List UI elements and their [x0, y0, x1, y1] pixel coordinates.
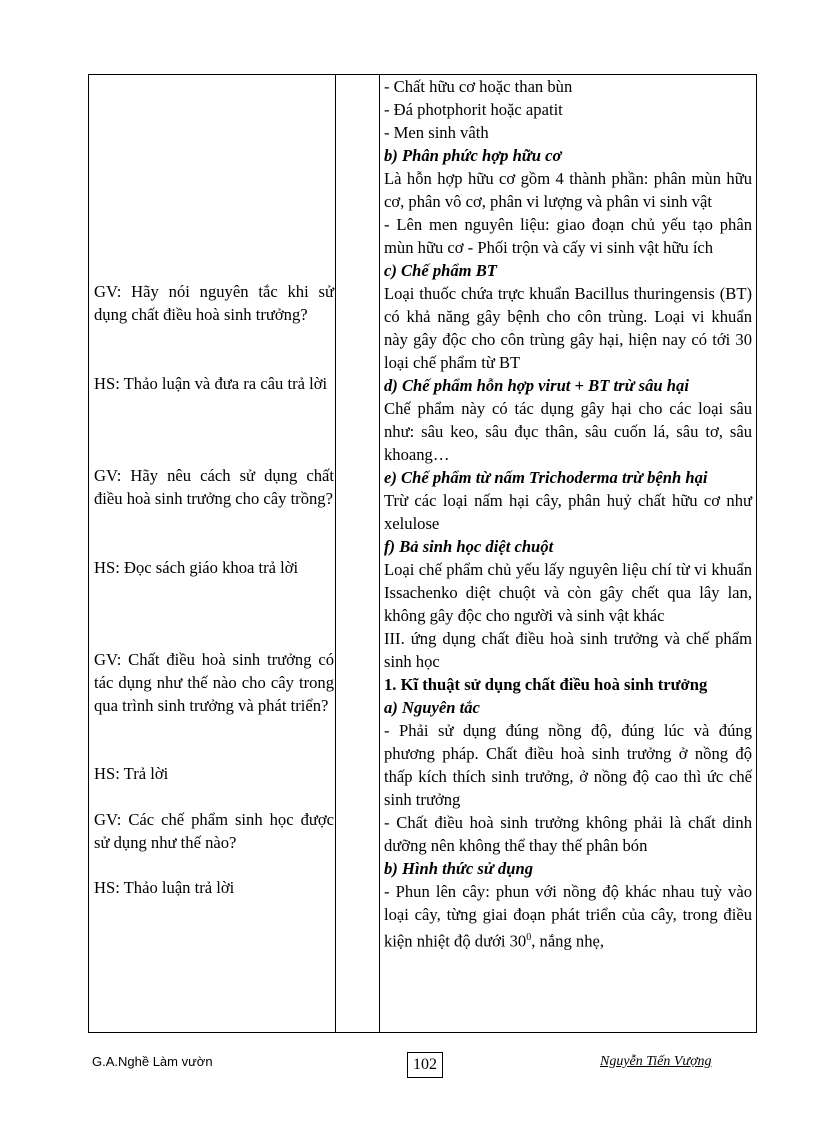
section-heading: b) Phân phức hợp hữu cơ	[384, 146, 562, 165]
left-entry: HS: Thảo luận và đưa ra câu trả lời	[94, 374, 328, 393]
lesson-table	[88, 74, 757, 1033]
left-entry: GV: Chất điều hoà sinh trưởng có tác dụng như thế nào cho cây trong qua trình sinh trưởng và phát triển?	[94, 650, 334, 715]
content-paragraph: Trừ các loại nấm hại cây, phân huỷ chất hữu cơ như xelulose	[384, 491, 752, 533]
content-paragraph: - Lên men nguyên liệu: giao đoạn chủ yếu tạo phân mùn hữu cơ - Phối trộn và cấy vi sinh vật hữu ích	[384, 215, 752, 257]
section-heading: c) Chế phẩm BT	[384, 261, 497, 280]
section-heading: a) Nguyên tắc	[384, 698, 480, 717]
page-number: 102	[407, 1052, 443, 1078]
left-entry: HS: Thảo luận trả lời	[94, 878, 235, 897]
section-heading: d) Chế phẩm hỗn hợp virut + BT trừ sâu hại	[384, 376, 689, 395]
column-divider-1	[335, 75, 336, 1032]
column-divider-2	[379, 75, 380, 1032]
content-paragraph: Loại chế phẩm chủ yếu lấy nguyên liệu chí từ vi khuẩn Issachenko diệt chuột và còn gây chết qua lây lan, không gây độc cho người và sinh vật khác	[384, 560, 752, 625]
left-entry: HS: Đọc sách giáo khoa trả lời	[94, 558, 299, 577]
content-paragraph: III. ứng dụng chất điều hoà sinh trưởng và chế phẩm sinh học	[384, 629, 752, 671]
left-entry: GV: Hãy nêu cách sử dụng chất điều hoà sinh trưởng cho cây trồng?	[94, 466, 334, 508]
content-line: - Đá photphorit hoặc apatit	[384, 100, 563, 119]
content-paragraph: Loại thuốc chứa trực khuẩn Bacillus thuringensis (BT) có khả năng gây bệnh cho côn trùng. Loại vi khuẩn này gây độc cho côn trùng gây hại, hiện nay có tới 30 loại chế phẩm từ BT	[384, 284, 752, 372]
content-paragraph: Là hỗn hợp hữu cơ gồm 4 thành phần: phân mùn hữu cơ, phân vô cơ, phân vi lượng và phân vi sinh vật	[384, 169, 752, 211]
content-paragraph: Chế phẩm này có tác dụng gây hại cho các loại sâu như: sâu keo, sâu đục thân, sâu cuốn lá, sâu tơ, sâu khoang…	[384, 399, 752, 464]
content-line: - Men sinh vâth	[384, 123, 489, 142]
content-paragraph	[384, 880, 752, 953]
section-heading: f) Bả sinh học diệt chuột	[384, 537, 554, 556]
left-entry: GV: Các chế phẩm sinh học được sử dụng như thế nào?	[94, 810, 334, 852]
content-text: , nắng nhẹ,	[531, 931, 605, 951]
superscript-degree: 0	[526, 932, 532, 943]
left-entry: GV: Hãy nói nguyên tắc khi sử dụng chất điều hoà sinh trưởng?	[94, 282, 334, 324]
content-text: - Phun lên cây: phun với nồng độ khác nhau tuỳ vào loại cây, từng giai đoạn phát triển của cây, trong điều kiện nhiệt độ dưới 30	[384, 882, 752, 951]
section-heading: e) Chế phẩm từ nấm Trichoderma trừ bệnh hại	[384, 468, 708, 487]
content-column	[384, 75, 752, 953]
content-line: - Chất hữu cơ hoặc than bùn	[384, 77, 573, 96]
footer-author: Nguyễn Tiến Vượng	[600, 1054, 712, 1069]
content-paragraph: - Phải sử dụng đúng nồng độ, đúng lúc và đúng phương pháp. Chất điều hoà sinh trưởng ở nồng độ thấp kích thích sinh trưởng, ở nồng độ cao thì ức chế sinh trưởng	[384, 721, 752, 809]
section-heading: b) Hình thức sử dụng	[384, 859, 533, 878]
left-entry: HS: Trả lời	[94, 764, 169, 783]
footer-course-title: G.A.Nghề Làm vườn	[92, 1054, 213, 1069]
content-paragraph: - Chất điều hoà sinh trưởng không phải là chất dinh dưỡng nên không thể thay thế phân bón	[384, 813, 752, 855]
section-heading: 1. Kĩ thuật sử dụng chất điều hoà sinh trưởng	[384, 675, 708, 694]
